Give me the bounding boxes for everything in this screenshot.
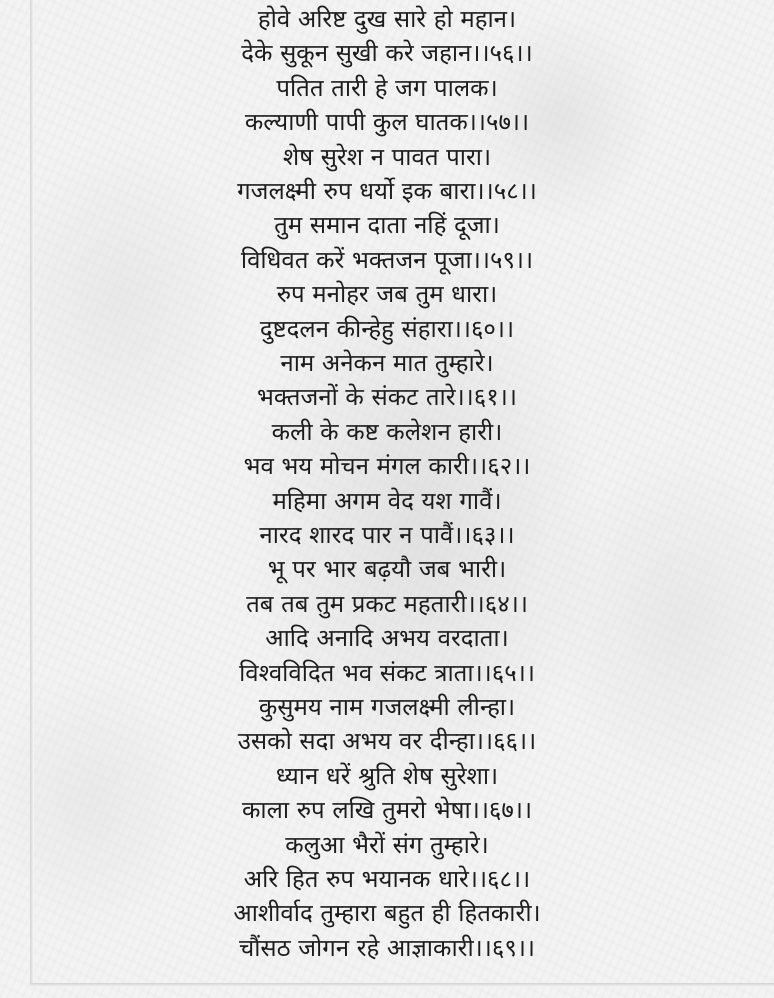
- verse-line: तुम समान दाता नहिं दूजा।: [274, 211, 500, 240]
- verse-line: अरि हित रुप भयानक धारे।।६८।।: [243, 865, 531, 893]
- verse-line: उसको सदा अभय वर दीन्हा।।६६।।: [237, 727, 537, 756]
- verse-line: पतित तारी हे जग पालक।: [276, 73, 498, 102]
- verse-line: नाम अनेकन मात तुम्हारे।: [280, 349, 494, 377]
- verse-line: गजलक्ष्मी रुप धर्यो इक बारा।।५८।।: [237, 177, 537, 205]
- verse-line: होवे अरिष्ट दुख सारे हो महान।: [257, 5, 517, 33]
- verse-line: देके सुकून सुखी करे जहान।।५६।।: [241, 39, 533, 68]
- verse-line: नारद शारद पार न पावैं।।६३।।: [259, 521, 515, 549]
- verse-line: कली के कष्ट कलेशन हारी।: [271, 417, 503, 446]
- verse-line: आदि अनादि अभय वरदाता।: [265, 624, 509, 653]
- verse-line: शेष सुरेश न पावत पारा।: [282, 142, 492, 171]
- verse-line: कल्याणी पापी कुल घातक।।५७।।: [244, 108, 530, 137]
- verse-line: महिमा अगम वेद यश गावैं।: [272, 486, 502, 515]
- verse-line: काला रुप लखि तुमरो भेषा।।६७।।: [241, 796, 533, 825]
- verse-line: कलुआ भैरों संग तुम्हारे।: [285, 830, 489, 859]
- verse-line: चौंसठ जोगन रहे आज्ञाकारी।।६९।।: [238, 933, 536, 962]
- verse-line: दुष्टदलन कीन्हेहु संहारा।।६०।।: [259, 314, 515, 343]
- verse-line: विश्वविदित भव संकट त्राता।।६५।।: [239, 658, 535, 687]
- verse-line: तब तब तुम प्रकट महतारी।।६४।।: [246, 589, 528, 618]
- verse-line: ध्यान धरें श्रुति शेष सुरेशा।: [275, 761, 499, 790]
- verse-line: विधिवत करें भक्तजन पूजा।।५९।।: [240, 245, 534, 274]
- verse-line: भव भय मोचन मंगल कारी।।६२।।: [243, 452, 531, 481]
- verse-line: भू पर भार बढ़यौ जब भारी।: [267, 555, 507, 584]
- verse-line: रुप मनोहर जब तुम धारा।: [276, 280, 498, 309]
- verse-line: आशीर्वाद तुम्हारा बहुत ही हितकारी।: [233, 899, 541, 928]
- page-bottom-border: [30, 983, 774, 987]
- verse-line: भक्तजनों के संकट तारे।।६१।।: [257, 383, 517, 412]
- verse-line: कुसुमय नाम गजलक्ष्मी लीन्हा।: [258, 693, 516, 721]
